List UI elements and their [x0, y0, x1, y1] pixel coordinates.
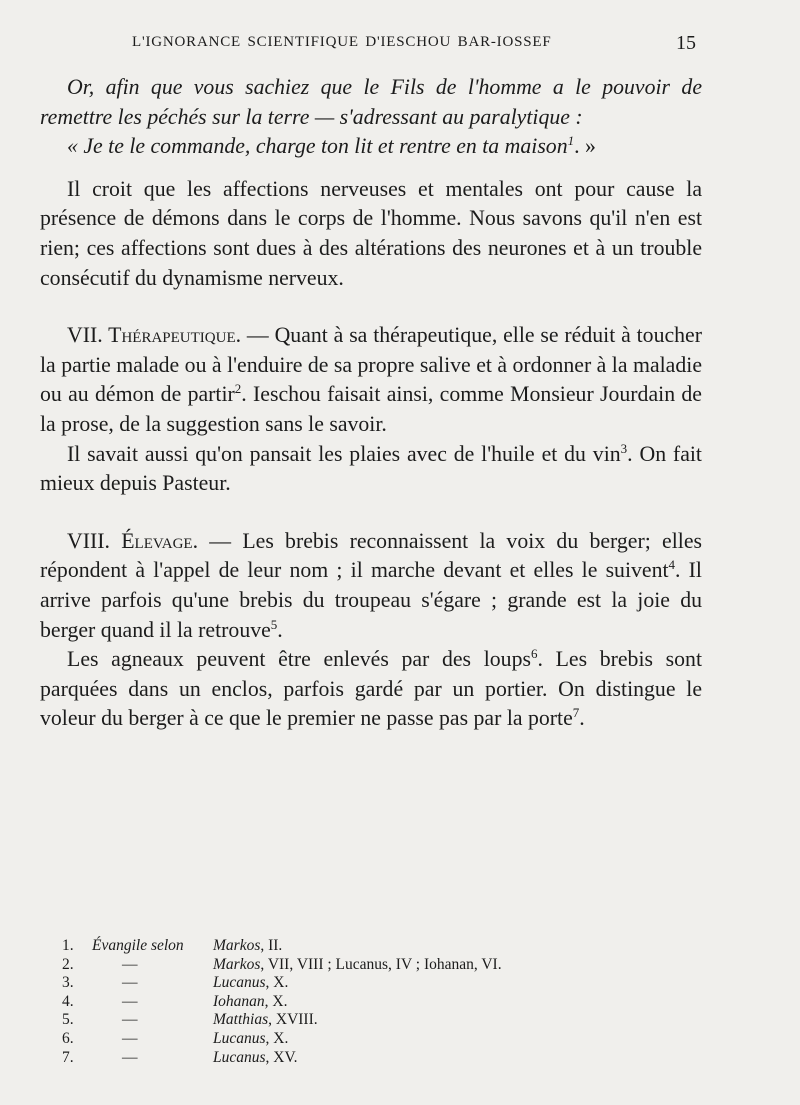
footnote-ref-name: Lucanus: [213, 1048, 266, 1066]
footnote-item: [62, 993, 502, 1012]
section-elevage: [40, 527, 702, 645]
section-heading-viii: VIII. Élevage.: [67, 528, 199, 553]
footnote-ref-rest: , XV.: [265, 1048, 298, 1066]
footnote-reference: [213, 974, 288, 993]
paragraph-agneaux: [40, 645, 702, 734]
footnote-ditto: —: [122, 1029, 138, 1047]
footnote-ref-3: 3: [620, 440, 628, 456]
footnote-number: 1.: [62, 937, 74, 954]
quote-command: [40, 132, 702, 162]
paragraph-huile-vin: [40, 440, 702, 499]
section-therapeutique: [40, 321, 702, 439]
footnote-ref-rest: , X.: [265, 1029, 289, 1047]
footnote-ref-name: Iohanan: [213, 992, 265, 1010]
agneaux-text: Les agneaux peuvent être enlevés par des loups: [67, 647, 531, 672]
quote-close: . »: [574, 134, 596, 159]
footnote-reference: [213, 1011, 318, 1030]
footnote-item: [62, 1049, 502, 1068]
quote-paragraph: Or, afin que vous sachiez que le Fils de l'homme a le pouvoir de remettre les péchés sur la terre — s'adressant au paralytique :: [40, 75, 702, 129]
footnote-item: [62, 956, 502, 975]
section-vii-tail: . Ieschou faisait ainsi, comme Monsieur Jourdain de la prose, de la suggestion sans le savoir.: [40, 382, 702, 436]
footnote-reference: [213, 956, 502, 975]
footnote-ditto: —: [122, 955, 138, 973]
huile-vin-text: Il savait aussi qu'on pansait les plaies avec de l'huile et du vin: [67, 441, 621, 466]
section-viii-end: .: [277, 617, 283, 642]
footnote-reference: [213, 1049, 298, 1068]
footnote-ref-rest: , X.: [264, 992, 288, 1010]
footnote-ref-name: Matthias: [213, 1011, 269, 1029]
huile-vin-tail: . On fait mieux depuis Pasteur.: [40, 441, 702, 496]
footnote-number: 3.: [62, 974, 74, 992]
running-title: L'IGNORANCE SCIENTIFIQUE D'IESCHOU BAR-IOSSEF: [132, 34, 552, 50]
quote-command-text: « Je te le commande, charge ton lit et rentre en ta maison: [67, 134, 568, 159]
footnote-number: 6.: [62, 1029, 74, 1047]
footnote-number: 7.: [62, 1048, 74, 1066]
paragraph-nervous-affections: Il croit que les affections nerveuses et mentales ont pour cause la présence de démons dans le corps de l'homme. Nous savons qu'il n'en est rien; ces affections sont dues à des altérations des neurones et à un trouble consécutif du dynamisme nerveux.: [40, 176, 702, 290]
footnotes: [62, 937, 502, 1067]
footnote-ref-4: 4: [668, 557, 676, 573]
footnote-ref-rest: , VII, VIII ; Lucanus, IV ; Iohanan, VI.: [260, 955, 502, 973]
footnote-ref-5: 5: [270, 616, 278, 632]
footnote-reference: [213, 1030, 288, 1049]
section-vii-text: — Quant à sa thérapeutique, elle se réduit à toucher la partie malade ou à l'enduire de sa propre salive et à ordonner à la maladie ou au démon de partir: [40, 323, 702, 407]
footnote-ref-7: 7: [572, 705, 580, 721]
agneaux-end: .: [579, 706, 585, 731]
footnote-ditto: —: [122, 974, 138, 992]
agneaux-mid: . Les brebis sont parquées dans un enclos, parfois gardé par un portier. On distingue le voleur du berger à ce que le premier ne passe pas par la porte: [40, 647, 702, 731]
footnote-item: [62, 1030, 502, 1049]
footnote-ref-name: Lucanus: [213, 974, 266, 992]
footnote-ref-2: 2: [234, 381, 242, 397]
footnote-number: 2.: [62, 955, 74, 973]
footnote-number: 4.: [62, 992, 74, 1010]
footnote-ref-name: Lucanus: [213, 1029, 266, 1047]
footnote-ditto: —: [122, 992, 138, 1010]
section-viii-mid: . Il arrive parfois qu'une brebis du troupeau s'égare ; grande est la joie du berger quand il la retrouve: [40, 558, 702, 642]
footnote-ref-name: Markos: [213, 937, 261, 954]
footnote-number: 5.: [62, 1011, 74, 1029]
main-text: [40, 73, 702, 734]
footnote-item: [62, 937, 502, 956]
footnote-ref-1: 1: [567, 133, 575, 149]
footnote-ref-rest: , XVIII.: [268, 1011, 318, 1029]
section-heading-vii: VII. Thérapeutique.: [67, 323, 242, 348]
footnote-ref-name: Markos: [213, 955, 261, 973]
footnote-book: Évangile selon: [92, 937, 184, 954]
footnote-item: [62, 1011, 502, 1030]
footnote-reference: [213, 937, 282, 956]
footnote-item: [62, 974, 502, 993]
footnote-ref-6: 6: [530, 646, 538, 662]
footnote-ditto: —: [122, 1011, 138, 1029]
page-number: 15: [676, 32, 696, 54]
section-viii-text: — Les brebis reconnaissent la voix du berger; elles répondent à l'appel de leur nom ; il marche devant et elles le suivent: [40, 528, 702, 583]
footnote-ref-rest: , II.: [260, 937, 283, 954]
footnote-ref-rest: , X.: [265, 974, 289, 992]
footnote-ditto: —: [122, 1048, 138, 1066]
footnote-reference: [213, 993, 288, 1012]
